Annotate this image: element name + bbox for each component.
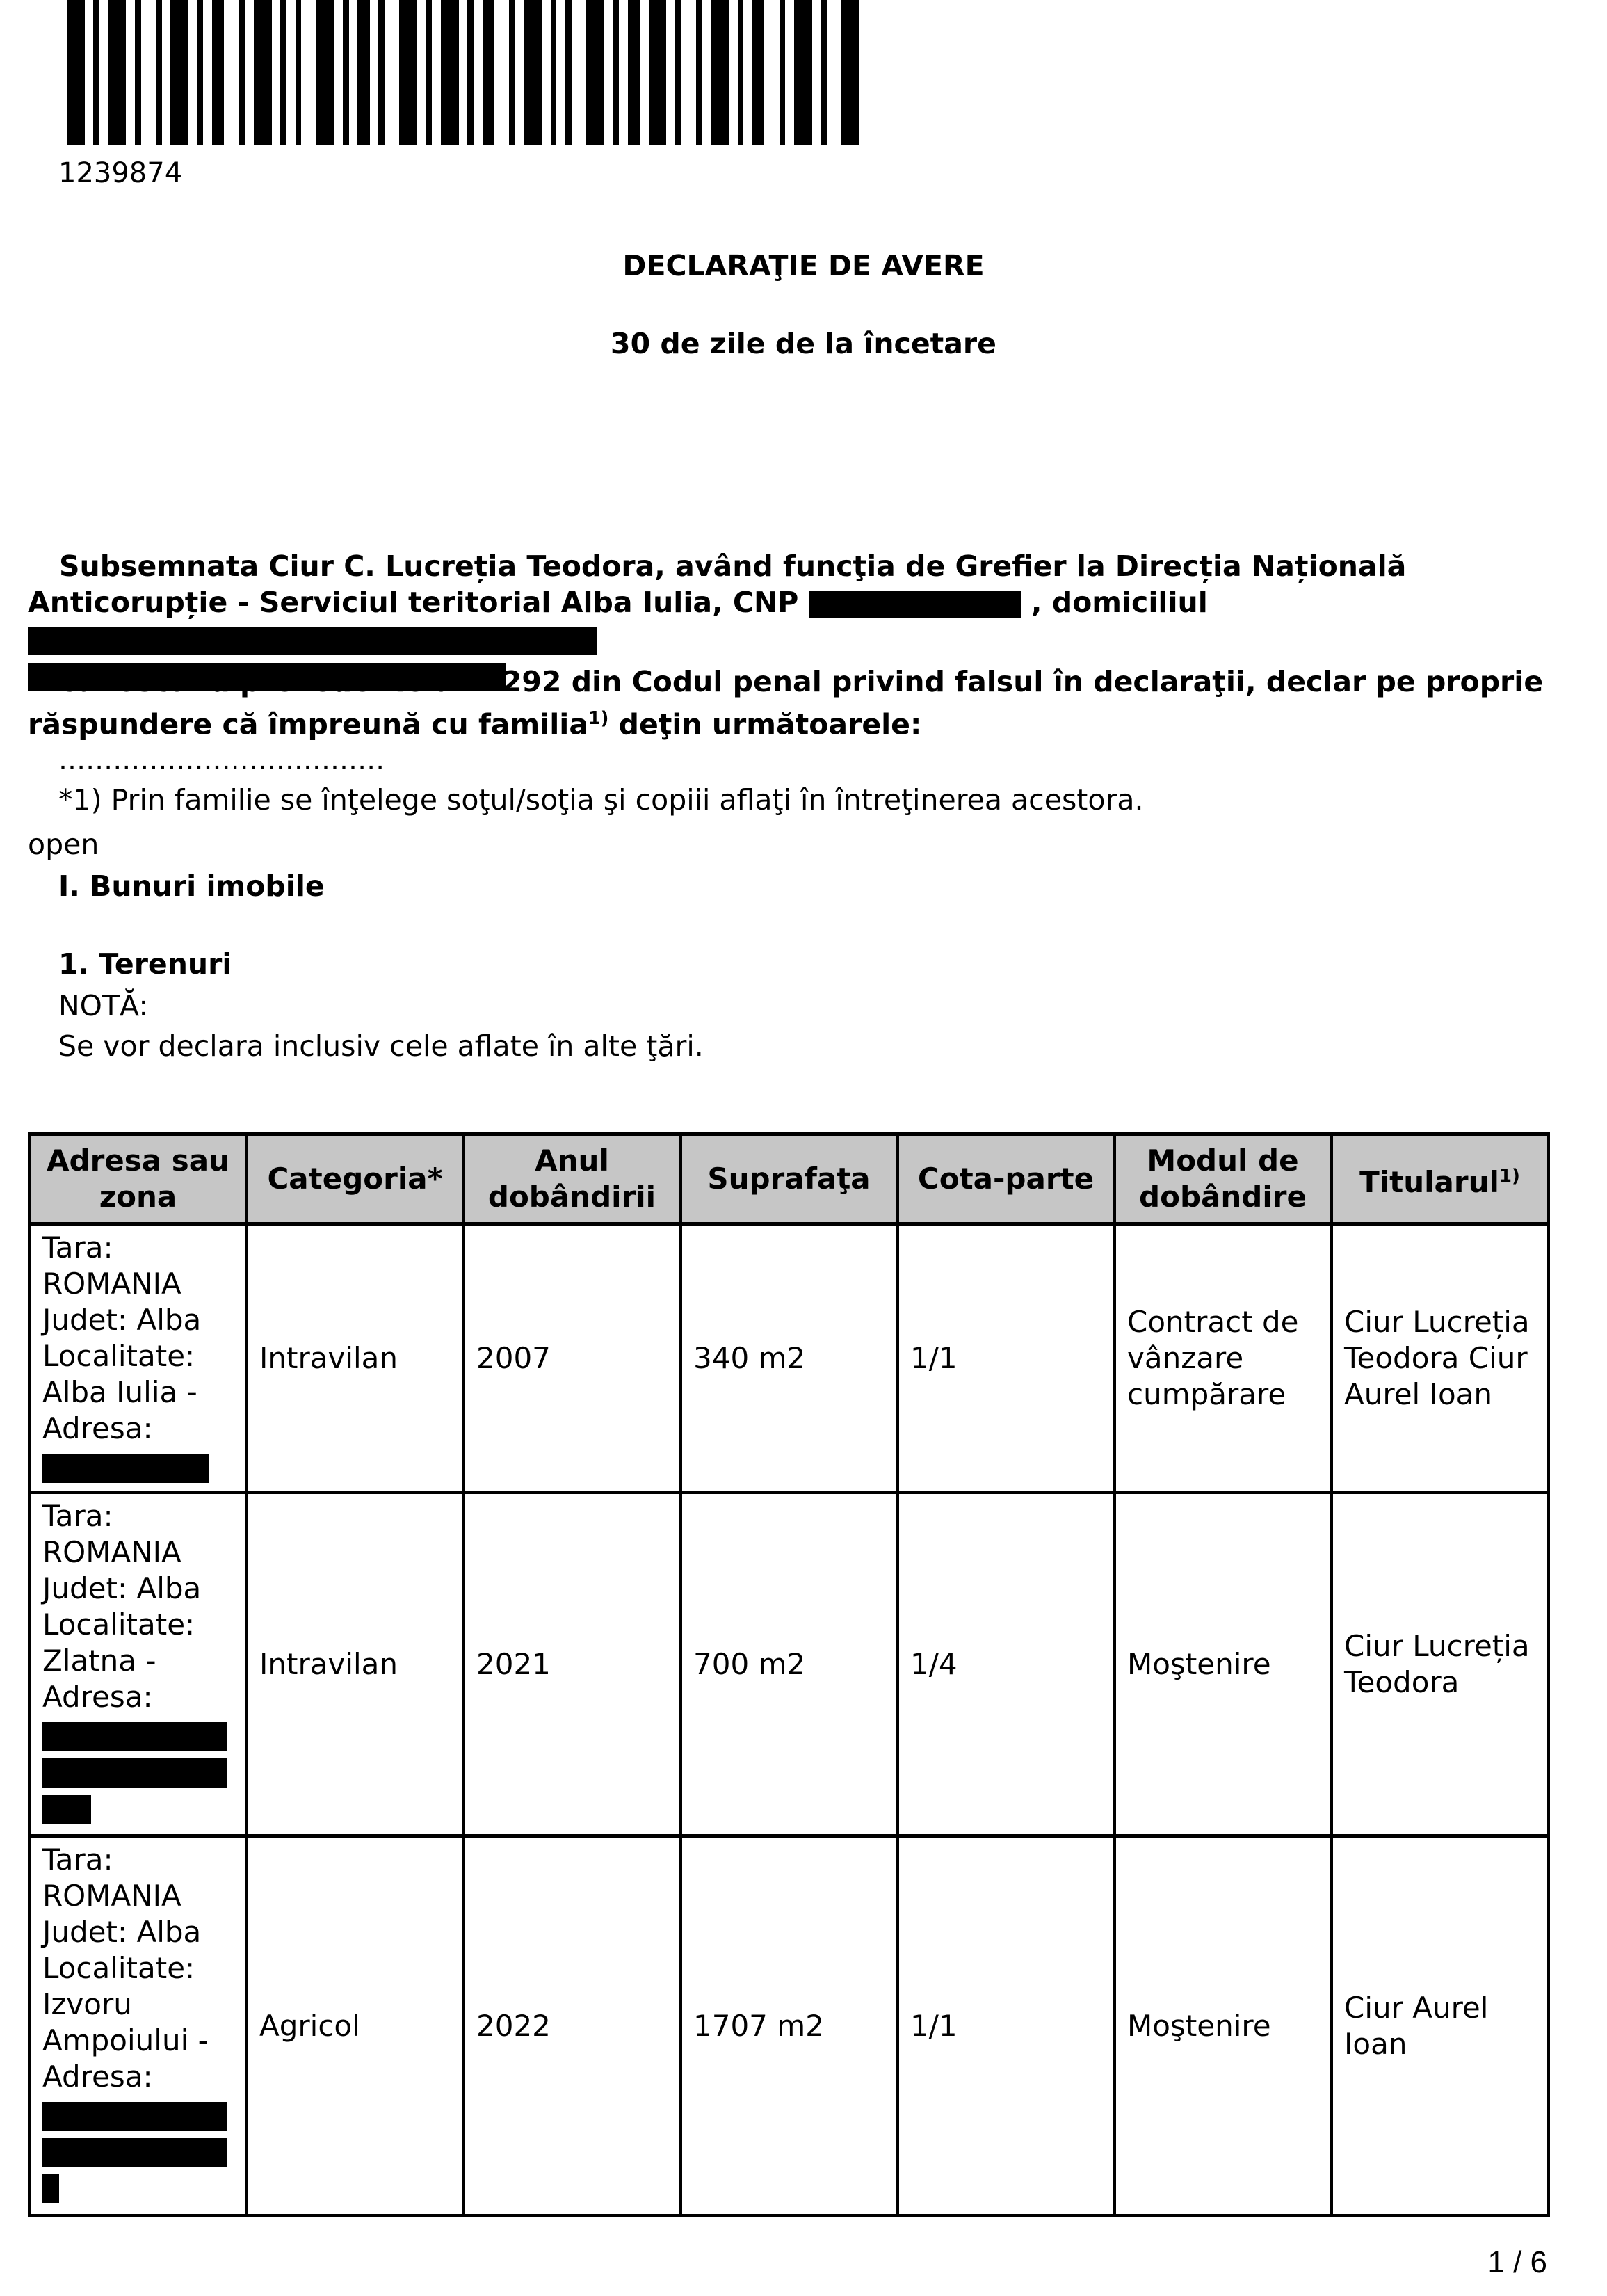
- family-footnote: *1) Prin familie se înţelege soţul/soţia şi copiii aflaţi în întreţinerea acestora.: [58, 783, 1144, 817]
- cell-category: Agricol: [247, 1836, 464, 2216]
- redacted-address: [42, 2138, 227, 2167]
- land-table: [28, 1132, 1550, 2217]
- header-holder-label: Titularul: [1359, 1164, 1499, 1199]
- barcode-bar: [551, 0, 557, 145]
- barcode-bar: [483, 0, 494, 145]
- address-text: Tara: ROMANIA Judet: Alba Localitate: Zlatna - Adresa:: [42, 1499, 202, 1714]
- header-address: Adresa sau zona: [30, 1134, 247, 1224]
- cell-year: 2007: [464, 1224, 681, 1493]
- barcode-bar: [509, 0, 515, 145]
- redacted-address: [42, 1454, 209, 1483]
- cell-address: [30, 1836, 247, 2216]
- note-label: NOTĂ:: [58, 989, 149, 1022]
- cell-category: Intravilan: [247, 1224, 464, 1493]
- open-label: open: [28, 828, 99, 861]
- cell-mode: Contract de vânzare cumpărare: [1115, 1224, 1332, 1493]
- barcode-bar: [135, 0, 141, 145]
- barcode-bar: [586, 0, 604, 145]
- document-number: 1239874: [58, 157, 183, 189]
- statement-part-1: Subsemnata Ciur C. Lucreția Teodora, având funcţia de Grefier la Direcția Națională Anticorupție - Serviciul teritorial Alba Iulia, CNP: [28, 549, 1407, 619]
- cell-area: 340 m2: [681, 1224, 898, 1493]
- header-area: Suprafaţa: [681, 1134, 898, 1224]
- barcode-bar: [254, 0, 272, 145]
- cell-year: 2022: [464, 1836, 681, 2216]
- barcode-bar: [378, 0, 385, 145]
- cell-area: 700 m2: [681, 1493, 898, 1836]
- table-row: [30, 1224, 1549, 1493]
- redacted-cnp: [809, 591, 1021, 618]
- note-text: Se vor declara inclusiv cele aflate în alte ţări.: [58, 1029, 704, 1063]
- page-number: 1 / 6: [1487, 2245, 1547, 2279]
- barcode-bar: [316, 0, 334, 145]
- header-mode: Modul de dobândire: [1115, 1134, 1332, 1224]
- barcode-bar: [426, 0, 433, 145]
- holder-footnote-marker: 1): [1499, 1165, 1520, 1187]
- dotted-line: ....................................: [58, 743, 385, 776]
- barcode-bar: [794, 0, 812, 145]
- barcode-bar: [93, 0, 99, 145]
- cell-category: Intravilan: [247, 1493, 464, 1836]
- barcode-bar: [467, 0, 474, 145]
- cell-area: 1707 m2: [681, 1836, 898, 2216]
- barcode-bar: [156, 0, 162, 145]
- redacted-address: [42, 1795, 91, 1824]
- cell-share: 1/1: [898, 1836, 1115, 2216]
- barcode-bar: [821, 0, 827, 145]
- table-row: [30, 1493, 1549, 1836]
- cell-holder: Ciur Aurel Ioan: [1332, 1836, 1549, 2216]
- barcode-bar: [628, 0, 640, 145]
- declaration-part-2: deţin următoarele:: [618, 707, 922, 741]
- barcode-bar: [280, 0, 286, 145]
- barcode-bar: [780, 0, 786, 145]
- document-title: DECLARAŢIE DE AVERE: [622, 249, 985, 282]
- barcode-bar: [108, 0, 127, 145]
- barcode-bar: [357, 0, 369, 145]
- cell-holder: Ciur Lucreția Teodora Ciur Aurel Ioan: [1332, 1224, 1549, 1493]
- document-subtitle: 30 de zile de la încetare: [611, 327, 996, 360]
- header-category: Categoria*: [247, 1134, 464, 1224]
- address-text: Tara: ROMANIA Judet: Alba Localitate: Alba Iulia - Adresa:: [42, 1230, 202, 1445]
- table-row: [30, 1836, 1549, 2216]
- cell-mode: Moştenire: [1115, 1836, 1332, 2216]
- cell-holder: Ciur Lucreția Teodora: [1332, 1493, 1549, 1836]
- cell-share: 1/4: [898, 1493, 1115, 1836]
- barcode-bar: [67, 0, 85, 145]
- barcode-bar: [399, 0, 417, 145]
- cell-share: 1/1: [898, 1224, 1115, 1493]
- barcode: [67, 0, 859, 145]
- barcode-bar: [239, 0, 245, 145]
- table-header-row: [30, 1134, 1549, 1224]
- barcode-bar: [841, 0, 859, 145]
- cell-mode: Moştenire: [1115, 1493, 1332, 1836]
- barcode-bar: [649, 0, 667, 145]
- redacted-address: [42, 1722, 227, 1751]
- barcode-bar: [613, 0, 620, 145]
- declaration-text: [28, 664, 1544, 743]
- barcode-bar: [212, 0, 224, 145]
- cell-address: [30, 1493, 247, 1836]
- redacted-address: [42, 1758, 227, 1788]
- barcode-bar: [696, 0, 702, 145]
- barcode-bar: [738, 0, 744, 145]
- cell-address: [30, 1224, 247, 1493]
- family-footnote-marker: 1): [588, 707, 609, 728]
- barcode-bar: [524, 0, 542, 145]
- cell-year: 2021: [464, 1493, 681, 1836]
- barcode-bar: [343, 0, 349, 145]
- barcode-bar: [170, 0, 188, 145]
- header-share: Cota-parte: [898, 1134, 1115, 1224]
- declaration-part-1: cunoscând prevederile art. 292 din Codul penal privind falsul în declaraţii, declar pe proprie răspundere că împreună cu familia: [28, 665, 1544, 741]
- barcode-bar: [752, 0, 764, 145]
- barcode-bar: [197, 0, 204, 145]
- redacted-address: [42, 2174, 59, 2203]
- barcode-bar: [441, 0, 459, 145]
- redacted-address: [42, 2102, 227, 2131]
- redacted-address: [28, 627, 597, 655]
- barcode-bar: [296, 0, 302, 145]
- section-title: I. Bunuri imobile: [58, 869, 325, 903]
- header-holder: [1332, 1134, 1549, 1224]
- barcode-bar: [675, 0, 681, 145]
- statement-part-2: , domiciliul: [1031, 586, 1208, 619]
- barcode-bar: [711, 0, 729, 145]
- subsection-title: 1. Terenuri: [58, 947, 232, 981]
- barcode-bar: [565, 0, 572, 145]
- address-text: Tara: ROMANIA Judet: Alba Localitate: Izvoru Ampoiului - Adresa:: [42, 1843, 209, 2094]
- header-year: Anul dobândirii: [464, 1134, 681, 1224]
